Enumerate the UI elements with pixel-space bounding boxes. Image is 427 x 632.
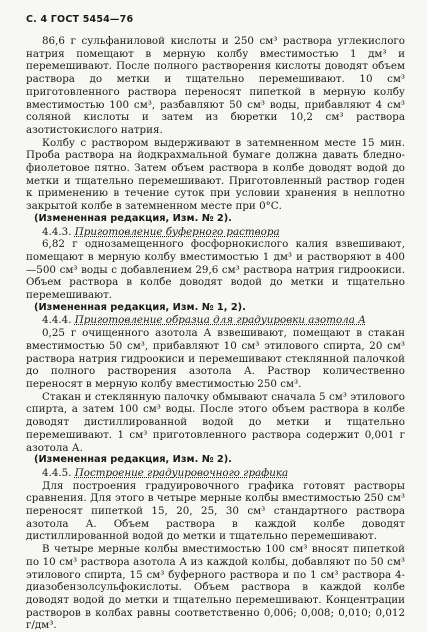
section-number: 4.4.4. (42, 314, 72, 327)
edition-note: (Измененная редакция, Изм. № 2). (34, 454, 232, 466)
body-paragraph: Для построения градуировочного графика готовят растворы сравнения. Для этого в четыре мерные колбы вместимостью 250 см³ переносят пипеткой 15, 20, 25, 30 см³ стандартного раствора азотола А. Объем раствора в каждой колбе доводят дистиллированной водой до метки и тщательно перемешивают. (26, 479, 405, 543)
body-paragraph: Стакан и стеклянную палочку обмывают сначала 5 см³ этилового спирта, а затем 100 см³ воды. После этого объем раствора в колбе доводят дистиллированной водой до метки и тщательно перемешивают. 1 см³ приготовленного раствора содержит 0,001 г азотола А. (26, 390, 405, 454)
document-body (26, 35, 405, 632)
body-paragraph: 0,25 г очищенного азотола А взвешивают, помещают в стакан вместимостью 50 см³, прибавляют 10 см³ этилового спирта, 20 см³ раствора натрия гидроокиси и перемешивают стеклянной палочкой до полного растворения азотола А. Раствор количественно переносят в мерную колбу вместимостью 250 см³. (26, 327, 405, 390)
section-number: 4.4.3. (42, 225, 72, 238)
edition-note: (Измененная редакция, Изм. № 1, 2). (34, 301, 246, 313)
edition-note: (Измененная редакция, Изм. № 2). (34, 212, 232, 224)
body-paragraph: 6,82 г однозамещенного фосфорнокислого калия взвешивают, помещают в мерную колбу вместимостью 1 дм³ и растворяют в 400—500 см³ воды с добавлением 29,6 см³ раствора натрия гидроокиси. Объем раствора в колбе доводят водой до метки и тщательно перемешивают. (26, 238, 405, 302)
body-paragraph: Колбу с раствором выдерживают в затемненном месте 15 мин. Проба раствора на йодкрахмальной бумаге должна давать бледно-фиолетовое пятно. Затем объем раствора в колбе доводят водой до метки и тщательно перемешивают. Приготовленный раствор годен к применению в течение суток при условии хранения в неплотно закрытой колбе в затемненном месте при 0°С. (26, 136, 405, 213)
section-heading (26, 467, 405, 480)
section-title: Построение градуировочного графика (74, 466, 289, 479)
section-heading (26, 314, 405, 327)
body-paragraph: 86,6 г сульфаниловой кислоты и 250 см³ раствора углекислого натрия помещают в мерную колбу вместимостью 1 дм³ и перемешивают. После полного растворения кислоты доводят объем раствора до метки и тщательно перемешивают. 10 см³ приготовленного раствора переносят пипеткой в мерную колбу вместимостью 100 см³, разбавляют 50 см³ воды, прибавляют 4 см³ соляной кислоты и затем из бюретки 10,2 см³ раствора азотистокислого натрия. (26, 35, 405, 136)
section-number: 4.4.5. (42, 466, 72, 479)
section-title: Приготовление буферного раствора (74, 225, 280, 238)
section-heading (26, 226, 405, 239)
section-title: Приготовление образца для градуировки азотола А (74, 314, 366, 327)
page-header: С. 4 ГОСТ 5454—76 (26, 14, 134, 25)
body-paragraph: В четыре мерные колбы вместимостью 100 см³ вносят пипеткой по 10 см³ раствора азотола А из каждой колбы, добавляют по 50 см³ этилового спирта, 15 см³ буферного раствора и по 1 см³ раствора 4-диазобензолсульфокислоты. Объем раствора в каждой колбе доводят водой до метки и тщательно перемешивают. Концентрации растворов в колбах равны соответственно 0,006; 0,008; 0,010; 0,012 г/дм³. (26, 543, 405, 632)
